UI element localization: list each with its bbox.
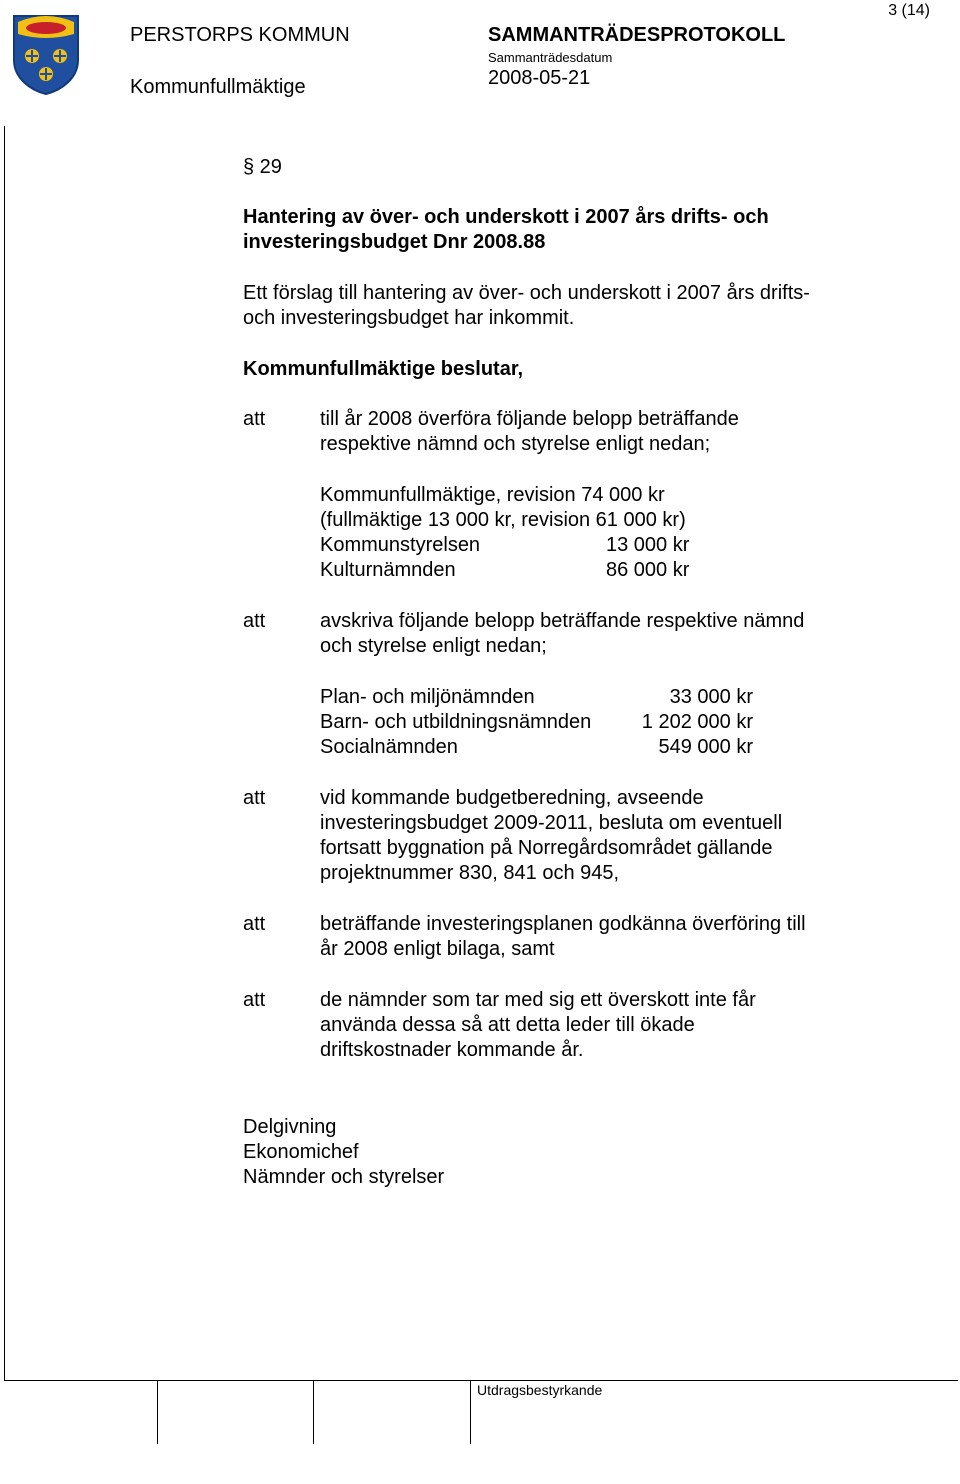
footer-rule [4,1380,958,1381]
transfer-row-amount: 13 000 kr [606,534,690,556]
signature-box-divider [157,1380,158,1444]
att-marker: att [243,408,266,430]
decision-item [320,786,880,886]
decision-item [320,912,880,962]
distribution-title: Delgivning [243,1116,337,1138]
intro-line: Ett förslag till hantering av över- och underskott i 2007 års drifts- [243,282,810,304]
transfer-row-name: Kommunstyrelsen [320,534,481,556]
section-title [243,205,883,255]
writeoff-row-name: Barn- och utbildningsnämnden [320,711,592,733]
assembly-name: Kommunfullmäktige [130,76,306,98]
writeoff-row-name: Plan- och miljönämnden [320,686,535,708]
signature-box-divider [313,1380,314,1444]
decision-item-line: år 2008 enligt bilaga, samt [320,938,555,960]
decision-item-line: projektnummer 830, 841 och 945, [320,862,620,884]
transfer-list-line: Kommunfullmäktige, revision 74 000 kr [320,484,665,506]
decision-item-line: driftskostnader kommande år. [320,1039,584,1061]
signature-box-divider [470,1380,471,1444]
writeoff-row-amount: 1 202 000 kr [641,711,753,733]
decision-item-line: avskriva följande belopp beträffande respektive nämnd [320,610,805,632]
decision-item-line: och styrelse enligt nedan; [320,635,547,657]
decision-item-line: vid kommande budgetberedning, avseende [320,787,704,809]
page-number: 3 (14) [888,2,930,19]
decision-item-line: fortsatt byggnation på Norregårdsområdet gällande [320,837,773,859]
decision-item [320,407,880,457]
excerpt-certification-label: Utdragsbestyrkande [477,1382,603,1398]
att-marker: att [243,989,266,1011]
coat-of-arms-logo [10,12,82,96]
decision-item-line: använda dessa så att detta leder till ökade [320,1014,695,1036]
section-title-line: investeringsbudget Dnr 2008.88 [243,231,546,253]
decision-heading: Kommunfullmäktige beslutar, [243,358,524,380]
att-marker: att [243,610,266,632]
decision-item-line: respektive nämnd och styrelse enligt nedan; [320,433,711,455]
att-marker: att [243,787,266,809]
meeting-date-label: Sammanträdesdatum [488,50,613,65]
left-margin-rule [4,126,5,1380]
meeting-date: 2008-05-21 [488,67,591,89]
decision-item-line: de nämnder som tar med sig ett överskott inte får [320,989,756,1011]
writeoff-row-name: Socialnämnden [320,736,458,758]
transfer-row-amount: 86 000 kr [606,559,690,581]
att-marker: att [243,913,266,935]
transfer-list-line: (fullmäktige 13 000 kr, revision 61 000 kr) [320,509,686,531]
decision-item-line: beträffande investeringsplanen godkänna överföring till [320,913,806,935]
distribution-recipient: Ekonomichef [243,1141,359,1163]
decision-item [320,609,880,659]
intro-paragraph [243,281,883,331]
distribution-recipient: Nämnder och styrelser [243,1166,445,1188]
document-type: SAMMANTRÄDESPROTOKOLL [488,24,786,46]
writeoff-row-amount: 549 000 kr [658,736,753,758]
decision-item-line: till år 2008 överföra följande belopp beträffande [320,408,739,430]
writeoff-row-amount: 33 000 kr [669,686,753,708]
intro-line: och investeringsbudget har inkommit. [243,307,575,329]
distribution-list [243,1115,444,1190]
paragraph-number: § 29 [243,156,282,178]
decision-item [320,988,880,1063]
transfer-row-name: Kulturnämnden [320,559,456,581]
decision-item-line: investeringsbudget 2009-2011, besluta om eventuell [320,812,783,834]
municipality-name: PERSTORPS KOMMUN [130,24,350,46]
section-title-line: Hantering av över- och underskott i 2007 års drifts- och [243,206,769,228]
